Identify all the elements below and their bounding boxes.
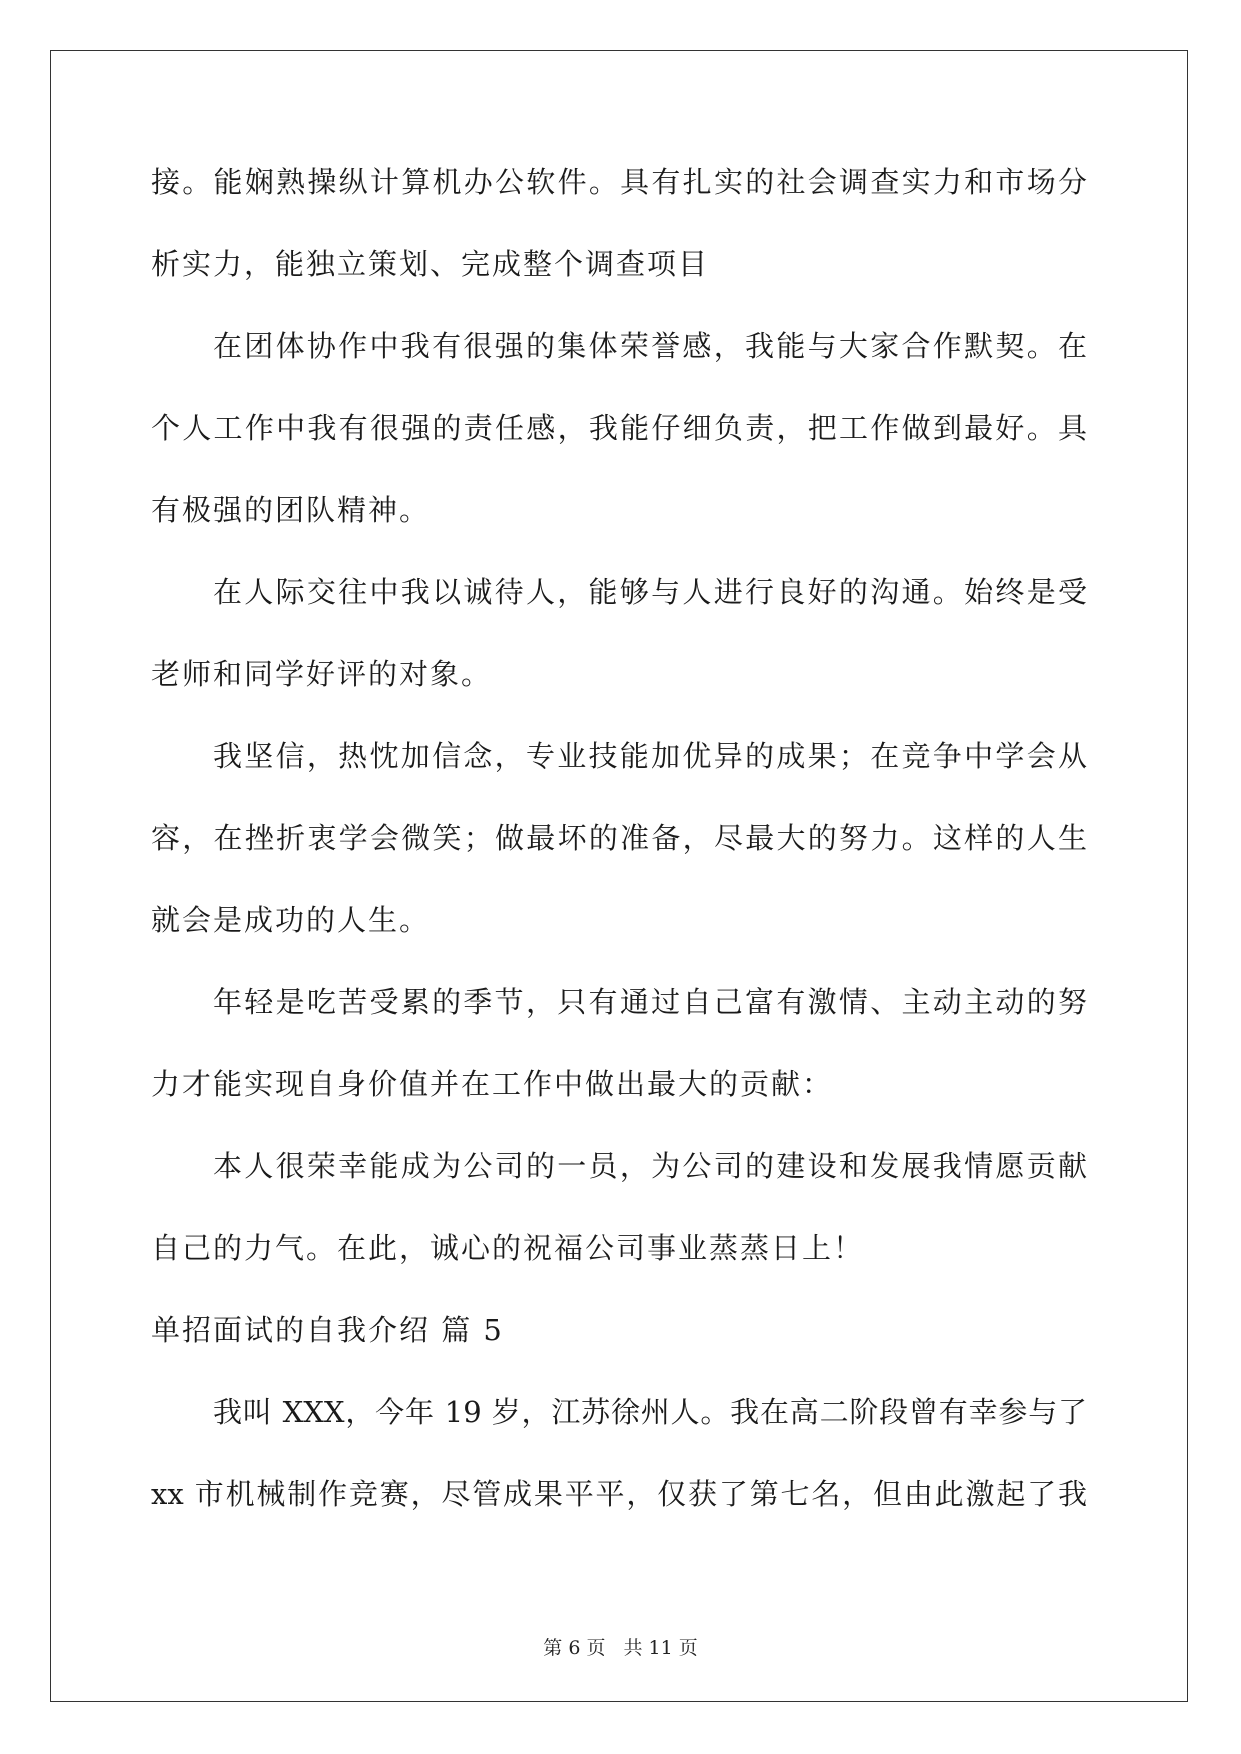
text-line: 有极强的团队精神。 [151,493,431,527]
text-line: 我坚信，热忱加信念，专业技能加优异的成果；在竞争中学会从 [213,739,1087,773]
text-line: 我叫 XXX，今年 19 岁，江苏徐州人。我在高二阶段曾有幸参与了 [213,1395,1087,1429]
text-line: 个人工作中我有很强的责任感，我能仔细负责，把工作做到最好。具 [151,411,1087,445]
page-total: 共 11 页 [623,1637,698,1659]
text-line: 自己的力气。在此，诚心的祝福公司事业蒸蒸日上！ [151,1231,865,1265]
page-footer [0,1633,1241,1660]
text-line: 接。能娴熟操纵计算机办公软件。具有扎实的社会调查实力和市场分 [151,165,1087,199]
text-line: 在人际交往中我以诚待人，能够与人进行良好的沟通。始终是受 [213,575,1087,609]
text-line: 年轻是吃苦受累的季节，只有通过自己富有激情、主动主动的努 [213,985,1087,1019]
text-line: 老师和同学好评的对象。 [151,657,493,691]
section-heading: 单招面试的自我介绍 篇 5 [151,1313,504,1347]
text-line: 本人很荣幸能成为公司的一员，为公司的建设和发展我情愿贡献 [213,1149,1087,1183]
text-line: 就会是成功的人生。 [151,903,431,937]
document-body [151,162,1087,1556]
text-line: 析实力，能独立策划、完成整个调查项目 [151,247,710,281]
text-line: 容，在挫折衷学会微笑；做最坏的准备，尽最大的努力。这样的人生 [151,821,1087,855]
text-line: 力才能实现自身价值并在工作中做出最大的贡献： [151,1067,834,1101]
text-line: xx 市机械制作竞赛，尽管成果平平，仅获了第七名，但由此激起了我 [151,1477,1087,1511]
page-number: 第 6 页 [543,1637,606,1659]
text-line: 在团体协作中我有很强的集体荣誉感，我能与大家合作默契。在 [213,329,1087,363]
